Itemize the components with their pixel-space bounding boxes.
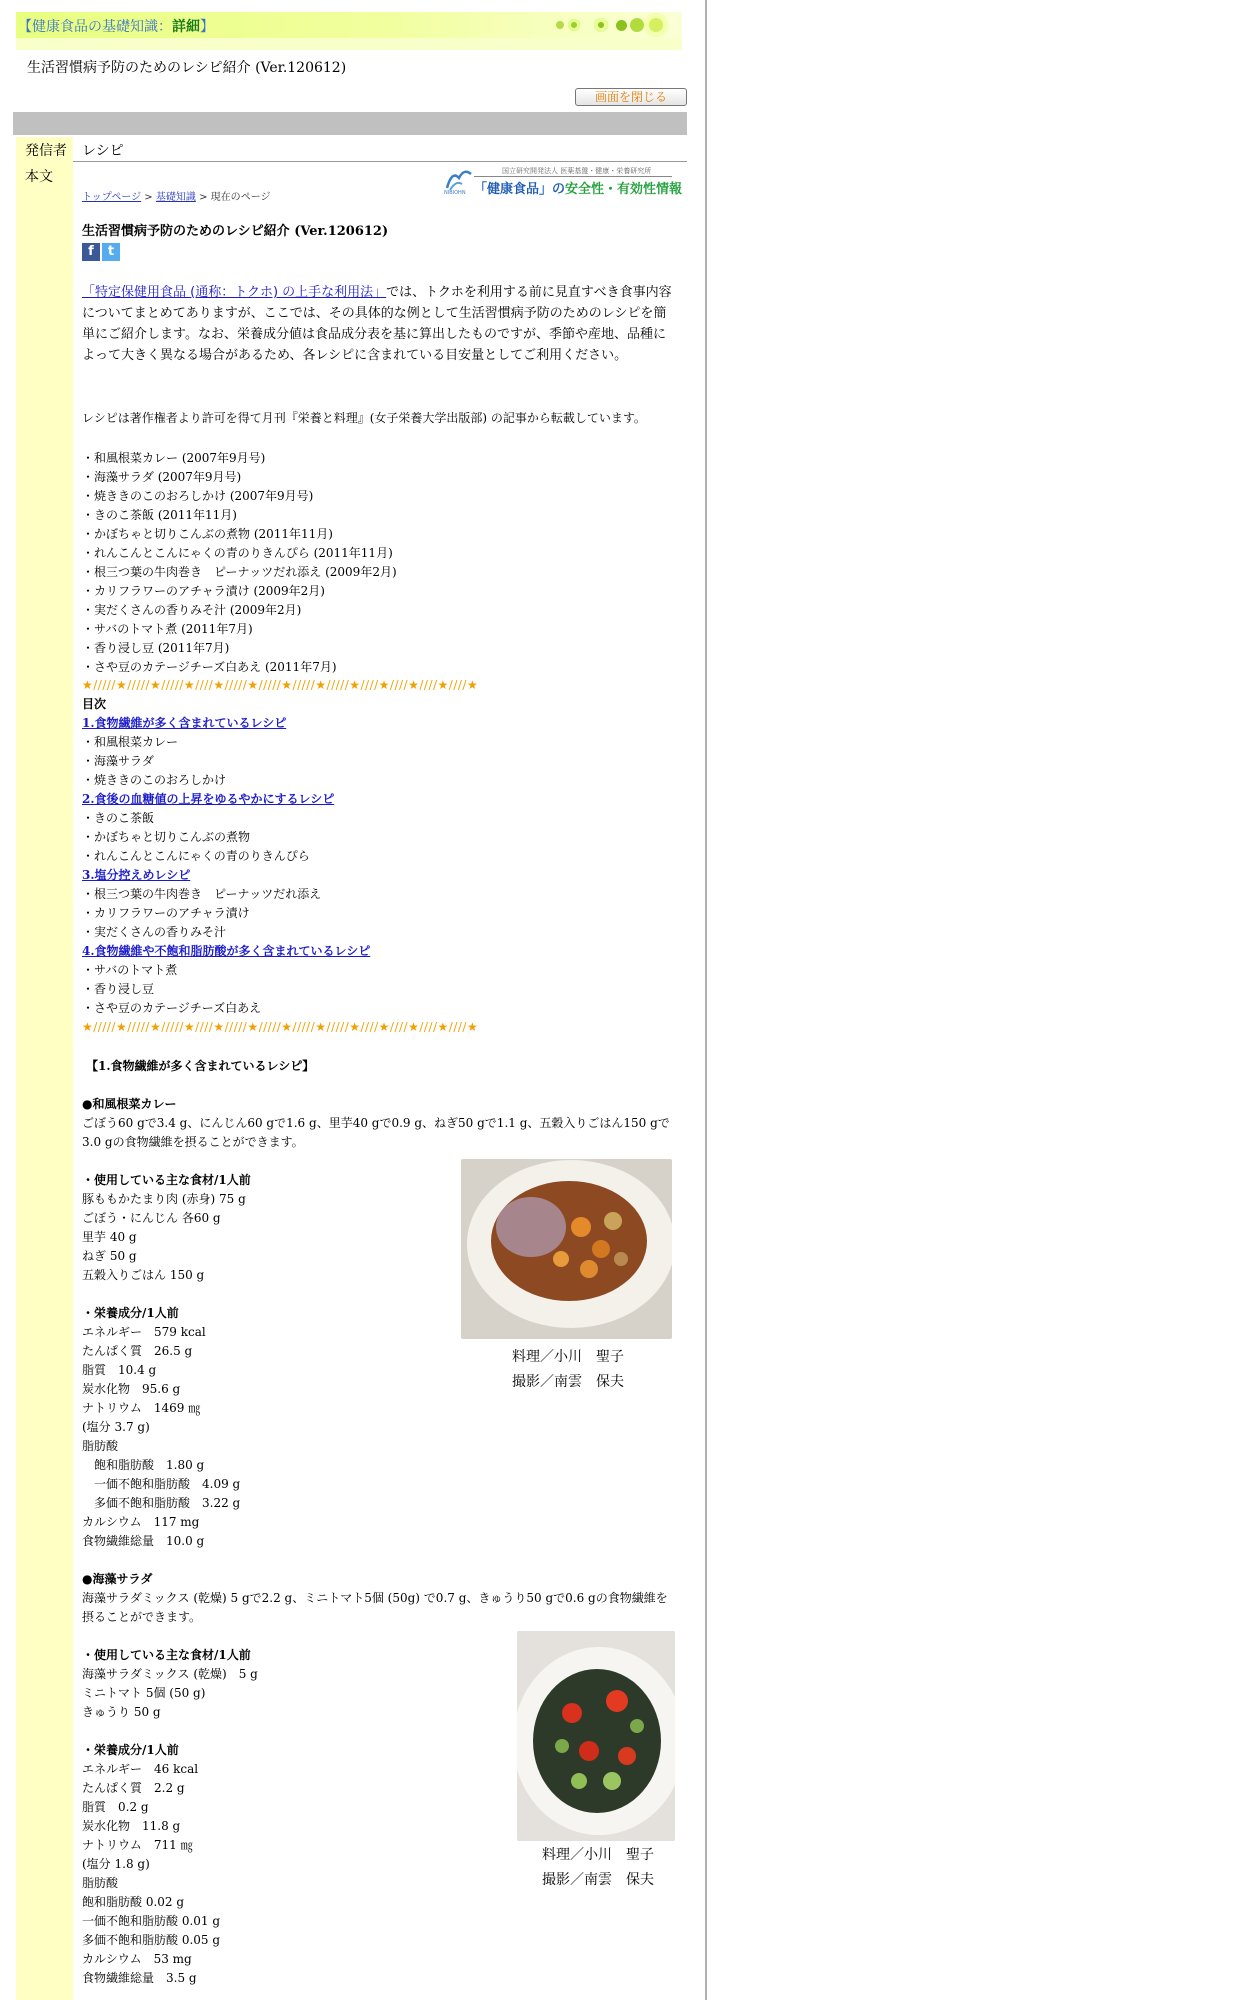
ingredient-item: ミニトマト 5個 (50 g) <box>82 1686 206 1700</box>
logo-org: 国立研究開発法人 医薬基盤・健康・栄養研究所 <box>502 167 652 175</box>
salad-credit-photo: 撮影／南雲 保夫 <box>542 1872 654 1888</box>
nutrient-item: ナトリウム 1469 ㎎ <box>82 1401 201 1415</box>
recipe-source-item: ・さや豆のカテージチーズ白あえ (2011年7月) <box>82 660 337 674</box>
nutrient-item: 飽和脂肪酸 1.80 g <box>82 1458 205 1472</box>
nutrient-item: 多価不飽和脂肪酸 0.05 g <box>82 1933 221 1947</box>
twitter-share-icon[interactable]: t <box>102 243 120 261</box>
page-subtitle: 生活習慣病予防のためのレシピ紹介 (Ver.120612) <box>27 60 347 76</box>
nutrient-item: カルシウム 53 mg <box>82 1952 192 1966</box>
recipe-desc: 海藻サラダミックス (乾燥) 5 gで2.2 g、ミニトマト5個 (50g) で0.7 g、きゅうり50 gで0.6 gの食物繊維を <box>82 1591 668 1605</box>
header-title: 【健康食品の基礎知識：詳細】 <box>18 19 214 35</box>
recipe-source-item: ・実だくさんの香りみそ汁 (2009年2月) <box>82 603 302 617</box>
recipe-desc: 3.0 gの食物繊維を摂ることができます。 <box>82 1135 304 1149</box>
curry-credit-photo: 撮影／南雲 保夫 <box>512 1374 624 1390</box>
toc-link[interactable]: 2.食後の血糖値の上昇をゆるやかにするレシピ <box>82 792 335 806</box>
nutrient-item: 炭水化物 95.6 g <box>82 1382 181 1396</box>
recipe-source-item: ・きのこ茶飯 (2011年11月) <box>82 508 237 522</box>
recipe-name: ●和風根菜カレー <box>82 1097 177 1111</box>
nutrient-item: (塩分 1.8 g) <box>82 1857 150 1871</box>
nutrient-item: 食物繊維総量 10.0 g <box>82 1534 205 1548</box>
sender-label: 発信者 <box>25 143 67 159</box>
nutrient-item: 炭水化物 11.8 g <box>82 1819 181 1833</box>
ingredient-item: 豚ももかたまり肉 (赤身) 75 g <box>82 1192 246 1206</box>
nutrient-item: たんぱく質 26.5 g <box>82 1344 193 1358</box>
star-divider: ★/////★/////★/////★////★/////★/////★/////★/////★////★////★////★////★ <box>82 1020 479 1034</box>
salad-credit-cook: 料理／小川 聖子 <box>542 1847 654 1863</box>
site-logo[interactable] <box>444 166 683 198</box>
star-divider: ★/////★/////★/////★////★/////★/////★/////★/////★////★////★////★////★ <box>82 678 479 692</box>
deco-dot-icon <box>594 18 608 32</box>
ingredient-item: ごぼう・にんじん 各60 g <box>82 1211 221 1225</box>
recipe-source-item: ・根三つ葉の牛肉巻き ピーナッツだれ添え (2009年2月) <box>82 565 397 579</box>
nutrient-item: 脂肪酸 <box>82 1876 119 1890</box>
nutrient-item: 一価不飽和脂肪酸 4.09 g <box>82 1477 241 1491</box>
deco-dot-icon <box>644 13 668 37</box>
frame-border <box>705 0 707 2000</box>
nutrient-item: ナトリウム 711 ㎎ <box>82 1838 193 1852</box>
toc-item: ・香り浸し豆 <box>82 982 155 996</box>
source-note: レシピは著作権者より許可を得て月刊『栄養と料理』(女子栄養大学出版部) の記事から転載しています。 <box>82 411 646 425</box>
deco-dot-icon <box>556 21 564 29</box>
toc-item: ・実だくさんの香りみそ汁 <box>82 925 227 939</box>
recipe-source-item: ・海藻サラダ (2007年9月号) <box>82 470 242 484</box>
recipe-source-item: ・れんこんとこんにゃくの青のりきんぴら (2011年11月) <box>82 546 393 560</box>
toc-item: ・さや豆のカテージチーズ白あえ <box>82 1001 262 1015</box>
ingredient-item: 五穀入りごはん 150 g <box>82 1268 205 1282</box>
recipe-source-item: ・サバのトマト煮 (2011年7月) <box>82 622 253 636</box>
ingredients-title: ・使用している主な食材/1人前 <box>82 1648 251 1662</box>
recipe-name: ●海藻サラダ <box>82 1572 153 1586</box>
recipe-source-item: ・香り浸し豆 (2011年7月) <box>82 641 230 655</box>
article-title: 生活習慣病予防のためのレシピ紹介 (Ver.120612) <box>82 224 389 239</box>
sender-value: レシピ <box>82 143 124 159</box>
toc-link[interactable]: 3.塩分控えめレシピ <box>82 868 191 882</box>
toc-item: ・かぼちゃと切りこんぶの煮物 <box>82 830 251 844</box>
nutrient-item: 多価不飽和脂肪酸 3.22 g <box>82 1496 241 1510</box>
gray-band <box>13 112 687 135</box>
nutrient-item: 一価不飽和脂肪酸 0.01 g <box>82 1914 221 1928</box>
toc-item: ・海藻サラダ <box>82 754 154 768</box>
row-divider <box>73 161 687 162</box>
breadcrumb-current: 現在のページ <box>210 192 271 203</box>
body-label: 本文 <box>25 169 53 185</box>
header-bar <box>16 12 682 38</box>
toc-item: ・根三つ葉の牛肉巻き ピーナッツだれ添え <box>82 887 322 901</box>
recipe-source-item: ・焼ききのこのおろしかけ (2007年9月号) <box>82 489 314 503</box>
toc-item: ・焼ききのこのおろしかけ <box>82 773 227 787</box>
breadcrumb: トップページ > 基礎知識 > 現在のページ <box>82 192 271 203</box>
logo-tag: NIBIOHN <box>444 190 466 196</box>
recipe-source-item: ・カリフラワーのアチャラ漬け (2009年2月) <box>82 584 325 598</box>
recipe-source-item: ・かぼちゃと切りこんぶの煮物 (2011年11月) <box>82 527 333 541</box>
nutrient-item: カルシウム 117 mg <box>82 1515 200 1529</box>
deco-dot-icon <box>568 19 580 31</box>
intro-paragraph: 「特定保健用食品 (通称：トクホ) の上手な利用法」では、トクホを利用する前に見直すべき食事内容についてまとめてありますが、ここでは、その具体的な例として生活習慣病予防のためのレシピを簡単にご紹介します。なお、栄養成分値は食品成分表を基に算出したものですが、季節や産地、品種によって大きく異なる場合があるため、各レシピに含まれている目安量としてご利用ください。 <box>82 285 672 363</box>
toc-item: ・サバのトマト煮 <box>82 963 178 977</box>
logo-main: 「健康食品」の安全性・有効性情報 <box>474 182 683 197</box>
section-heading: 【1.食物繊維が多く含まれているレシピ】 <box>86 1059 315 1073</box>
deco-dot-icon <box>616 20 627 31</box>
breadcrumb-top-link[interactable]: トップページ <box>82 192 142 203</box>
breadcrumb-basic-link[interactable]: 基礎知識 <box>155 192 196 203</box>
nutrient-item: 食物繊維総量 3.5 g <box>82 1971 197 1985</box>
recipe-desc: ごぼう60 gで3.4 g、にんじん60 gで1.6 g、里芋40 gで0.9 g、ねぎ50 gで1.1 g、五穀入りごはん150 gで <box>82 1116 670 1130</box>
toc-item: ・きのこ茶飯 <box>82 811 155 825</box>
curry-credit-cook: 料理／小川 聖子 <box>512 1349 624 1365</box>
header-underband <box>16 38 682 50</box>
seaweed-salad-photo <box>517 1631 675 1841</box>
nutrients-title: ・栄養成分/1人前 <box>82 1743 179 1757</box>
nutrient-item: 脂質 10.4 g <box>82 1363 157 1377</box>
nutrient-item: (塩分 3.7 g) <box>82 1420 150 1434</box>
nutrient-item: 飽和脂肪酸 0.02 g <box>82 1895 185 1909</box>
toc-link[interactable]: 4.食物繊維や不飽和脂肪酸が多く含まれているレシピ <box>82 944 371 958</box>
curry-photo <box>461 1159 672 1339</box>
facebook-share-icon[interactable]: f <box>82 243 100 261</box>
recipe-source-item: ・和風根菜カレー (2007年9月号) <box>82 451 266 465</box>
toc-item: ・カリフラワーのアチャラ漬け <box>82 906 250 920</box>
tokuho-link[interactable]: 「特定保健用食品 (通称：トクホ) の上手な利用法」 <box>82 285 387 300</box>
nutrient-item: たんぱく質 2.2 g <box>82 1781 185 1795</box>
ingredient-item: 海藻サラダミックス (乾燥) 5 g <box>82 1667 258 1681</box>
ingredient-item: ねぎ 50 g <box>82 1249 137 1263</box>
share-buttons <box>82 243 122 261</box>
ingredient-item: きゅうり 50 g <box>82 1705 161 1719</box>
toc-link[interactable]: 1.食物繊維が多く含まれているレシピ <box>82 716 287 730</box>
ingredients-title: ・使用している主な食材/1人前 <box>82 1173 251 1187</box>
toc-item: ・れんこんとこんにゃくの青のりきんぴら <box>82 849 310 863</box>
label-column <box>16 137 73 2000</box>
nutrients-title: ・栄養成分/1人前 <box>82 1306 179 1320</box>
ingredient-item: 里芋 40 g <box>82 1230 137 1244</box>
nutrient-item: エネルギー 579 kcal <box>82 1325 206 1339</box>
nutrient-item: 脂肪酸 <box>82 1439 119 1453</box>
toc-item: ・和風根菜カレー <box>82 735 179 749</box>
deco-dot-icon <box>630 18 644 32</box>
nutrient-item: エネルギー 46 kcal <box>82 1762 199 1776</box>
logo-divider <box>474 176 672 177</box>
close-screen-button[interactable]: 画面を閉じる <box>575 88 687 106</box>
nutrient-item: 脂質 0.2 g <box>82 1800 149 1814</box>
toc-title: 目次 <box>82 697 107 711</box>
recipe-desc: 摂ることができます。 <box>82 1610 202 1624</box>
